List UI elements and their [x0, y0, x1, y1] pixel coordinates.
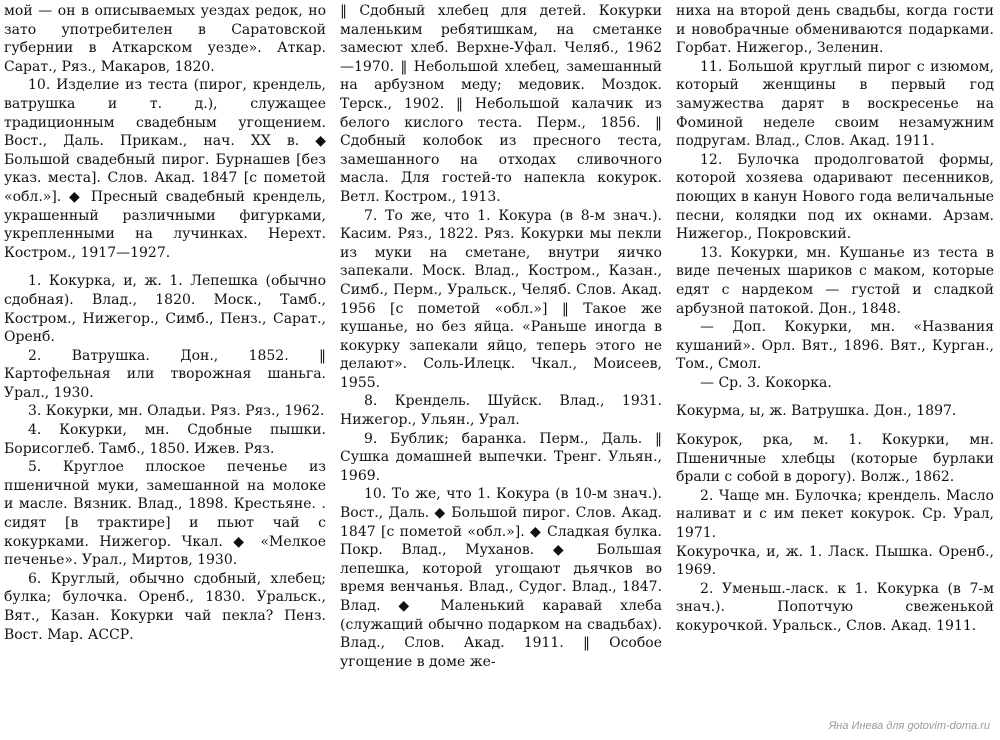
paragraph: 13. Кокурки, мн. Кушанье из теста в виде печеных шариков с маком, которые едят с нардеком — густой и сладкой арбузной патокой. Дон., 1848. [676, 244, 994, 317]
paragraph: 5. Круглое плоское печенье из пшеничной муки, замешанной на молоке и масле. Вязник. Влад., 1898. Крестьяне. . сидят [в трактире] и пьют чай с кокурками. Нижегор. Чкал. ◆ «Мелкое печенье». Урал., Миртов, 1930. [4, 459, 326, 569]
paragraph: 2. Чаще мн. Булочка; крендель. Масло наливат и с им пекет кокурок. Ср. Урал, 1971. [676, 487, 994, 542]
paragraph: ‖ Сдобный хлебец для детей. Кокурки маленьким ребятишкам, на сметанке замесют хлеб. Верхне-Уфал. Челяб., 1962—1970. ‖ Небольшой хлебец, замешанный на арбузном меду; медовик. Моздок. Терск., 1902. ‖ Небольшой калачик из белого кислого теста. Перм., 1856. ‖ Сдобный колобок из пресного теста, замешанного на отходах сливочного масла. Для гостей-то напекла кокурок. Ветл. Костром., 1913. [340, 3, 662, 205]
paragraph: 4. Кокурки, мн. Сдобные пышки. Борисоглеб. Тамб., 1850. Ижев. Ряз. [4, 422, 326, 457]
paragraph: 2. Ватрушка. Дон., 1852. ‖ Картофельная или творожная шаньга. Урал., 1930. [4, 347, 326, 401]
paragraph: 9. Бублик; баранка. Перм., Даль. ‖ Сушка домашней выпечки. Тренг. Ульян., 1969. [340, 430, 662, 484]
paragraph: ниха на второй день свадьбы, когда гости и новобрачные обмениваются подарками. Горбат. Нижегор., Зеленин. [676, 3, 994, 57]
paragraph: 7. То же, что 1. Кокура (в 8-м знач.). Касим. Ряз., 1822. Ряз. Кокурки мы пекли из муки на сметане, внутри яичко запекали. Моск. Влад., Костром., Казан., Симб., Перм., Уральск., Челяб. Слов. Акад. 1956 [с пометой «обл.»] ‖ Такое же кушанье, но без яйца. «Раньше иногда в кокурку запекали яйцо, теперь этого не делают». Соль-Илецк. Чкал., Моисеев, 1955. [340, 207, 662, 391]
paragraph: 10. Изделие из теста (пирог, крендель, ватрушка и т. д.), служащее традиционным свадебным угощением. Вост., Даль. Прикам., нач. XX в. ◆ Большой свадебный пирог. Бурнашев [без указ. места]. Слов. Акад. 1847 [с пометой «обл.»]. ◆ Пресный свадебный крендель, украшенный различными фигурками, укрепленными на лучинках. Нерехт. Костром., 1917—1927. [4, 77, 326, 261]
entry-kokurok: Кокурок, рка, м. 1. Кокурки, мн. Пшеничные хлебцы (которые бурлаки брали с собой в дорогу). Волж., 1862. [676, 432, 994, 486]
text-column-2 [340, 2, 662, 671]
text-column-3 [676, 2, 994, 636]
entry-kokurochka: Кокурочка, и, ж. 1. Ласк. Пышка. Оренб., 1969. [676, 543, 994, 579]
paragraph: 6. Круглый, обычно сдобный, хлебец; булка; булочка. Оренб., 1830. Уральск., Вят., Казан. Кокурки чай пекла? Пенз. Вост. Мар. АССР. [4, 570, 326, 643]
paragraph: — Доп. Кокурки, мн. «Названия кушаний». Орл. Вят., 1896. Вят., Курган., Том., Смол. [676, 319, 994, 373]
paragraph: 10. То же, что 1. Кокура (в 10-м знач.). Вост., Даль. ◆ Большой пирог. Слов. Акад. 1847 [с пометой «обл.»]. ◆ Сладкая булка. Покр. Влад., Муханов. ◆ Большая лепешка, которой угощают дьячков во время венчанья. Влад., Судог. Влад., 1847. Влад. ◆ Маленький каравай хлеба (служащий обычно подарком на свадьбах). Влад., Слов. Акад. 1911. ‖ Особое угощение в доме же- [340, 486, 662, 670]
paragraph: мой — он в описываемых уездах редок, но зато употребителен в Саратовской губернии в Аткарском уезде». Аткар. Сарат., Ряз., Макаров, 1820. [4, 3, 326, 75]
watermark: Яна Инева для gotovim-doma.ru [828, 720, 990, 732]
paragraph: 3. Кокурки, мн. Оладьи. Ряз. Ряз., 1962. [28, 403, 325, 420]
paragraph: 8. Крендель. Шуйск. Влад., 1931. Нижегор., Ульян., Урал. [340, 393, 662, 429]
entry-kokurma: Кокурма, ы, ж. Ватрушка. Дон., 1897. [676, 403, 957, 420]
text-column-1 [4, 2, 326, 644]
entry-kokurka: 1. Кокурка, и, ж. 1. Лепешка (обычно сдобная). Влад., 1820. Моск., Тамб., Костром., Нижегор., Симб., Пенз., Сарат., Оренб. [4, 273, 326, 346]
paragraph: 12. Булочка продолговатой формы, которой хозяева одаривают песенников, поющих в канун Нового года величальные песни, колядки под их окнами. Арзам. Нижегор., Покровский. [676, 151, 994, 243]
paragraph: — Ср. 3. Кокорка. [700, 374, 832, 391]
paragraph: 2. Уменьш.-ласк. к 1. Кокурка (в 7-м знач.). Попотчую свеженькой кокурочкой. Уральск., Слов. Акад. 1911. [676, 580, 994, 634]
paragraph: 11. Большой круглый пирог с изюмом, который женщины в первый год замужества дарят в воскресенье на Фоминой неделе своим незамужним подругам. Влад., Слов. Акад. 1911. [676, 58, 994, 150]
